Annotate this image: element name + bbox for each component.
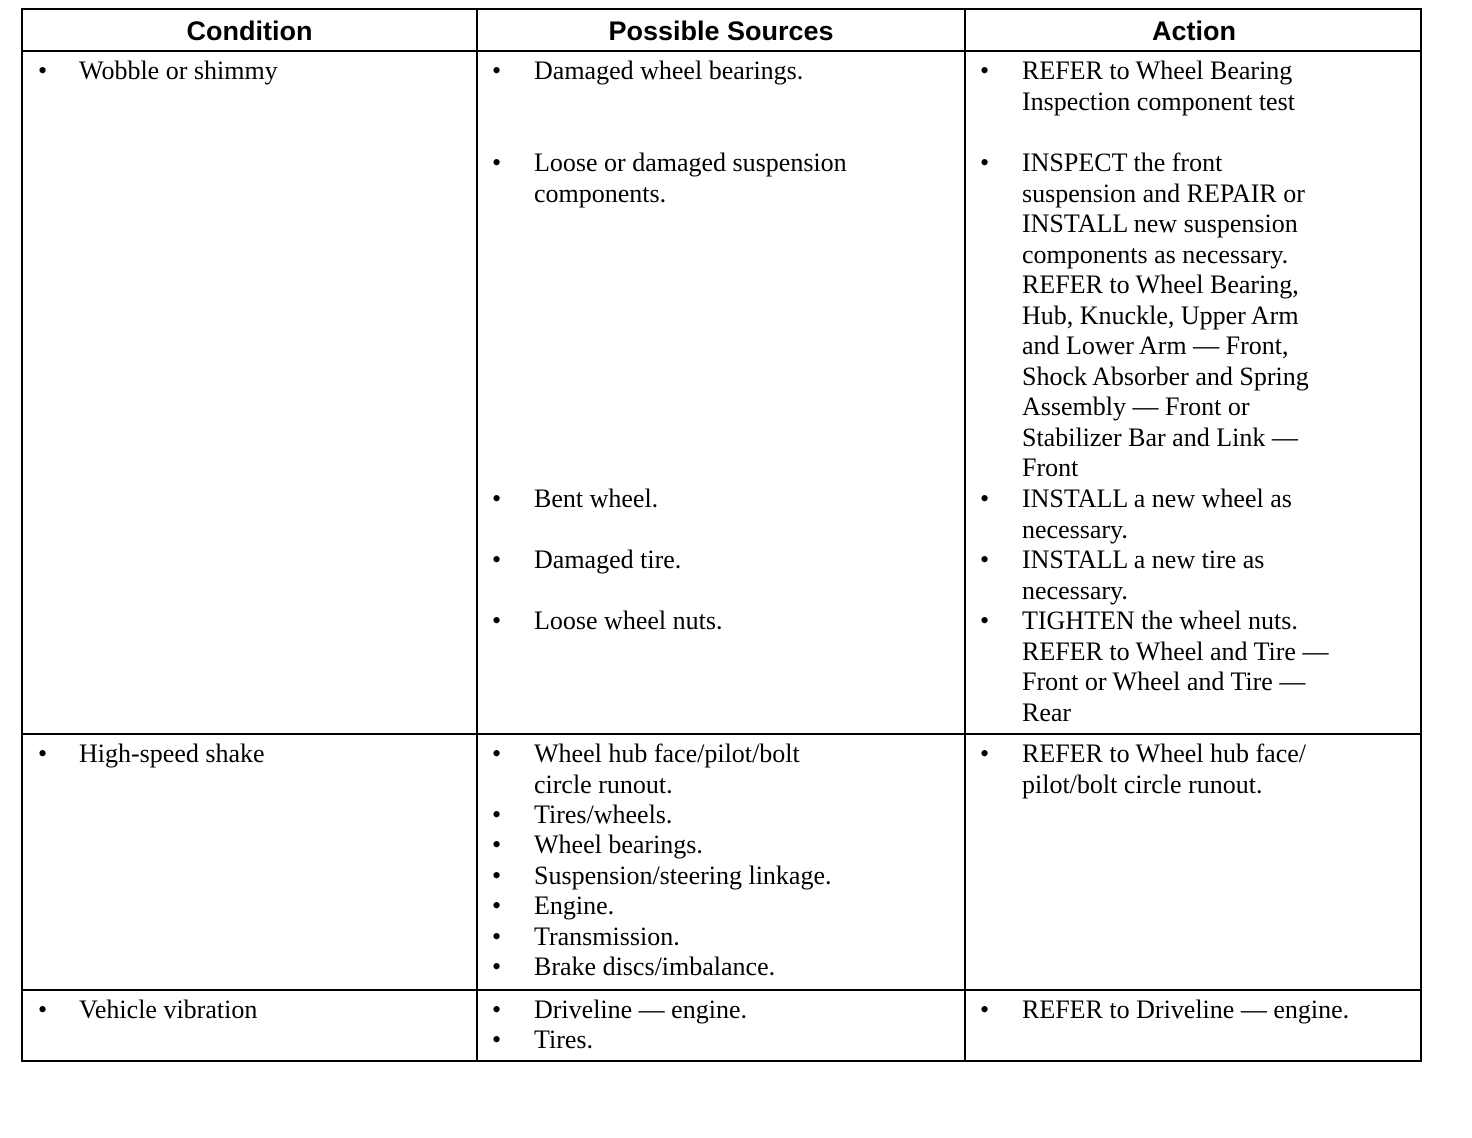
table-row: [23, 735, 1420, 989]
bullet-icon: •: [492, 739, 502, 768]
source-text: Bent wheel.: [534, 484, 659, 513]
bullet-icon: •: [492, 484, 502, 513]
source-text: Driveline — engine.: [534, 995, 747, 1024]
condition-text: Wobble or shimmy: [79, 56, 278, 85]
action-text: REFER to Driveline — engine.: [1022, 995, 1350, 1024]
source-text: Wheel hub face/pilot/bolt circle runout.: [534, 739, 800, 799]
source-text: Damaged tire.: [534, 545, 682, 574]
bullet-icon: •: [980, 606, 990, 635]
condition-text: Vehicle vibration: [79, 995, 258, 1024]
bullet-icon: •: [980, 148, 990, 177]
bullet-icon: •: [492, 606, 502, 635]
bullet-icon: •: [492, 891, 502, 920]
source-text: Transmission.: [534, 922, 680, 951]
source-text: Loose wheel nuts.: [534, 606, 723, 635]
bullet-icon: •: [492, 545, 502, 574]
bullet-icon: •: [492, 922, 502, 951]
bullet-icon: •: [492, 56, 502, 85]
source-text: Loose or damaged suspension components.: [534, 148, 847, 208]
bullet-icon: •: [492, 1025, 502, 1054]
bullet-icon: •: [492, 995, 502, 1024]
bullet-icon: •: [38, 995, 48, 1024]
action-text: INSTALL a new tire as necessary.: [1022, 545, 1265, 605]
condition-text: High-speed shake: [79, 739, 265, 768]
bullet-icon: •: [980, 995, 990, 1024]
bullet-icon: •: [38, 56, 48, 85]
bullet-icon: •: [492, 800, 502, 829]
source-text: Tires.: [534, 1025, 594, 1054]
header-possible-sources: Possible Sources: [608, 15, 834, 46]
bullet-icon: •: [492, 148, 502, 177]
bullet-icon: •: [492, 952, 502, 981]
diagnosis-table: [21, 8, 1422, 1062]
action-text: INSPECT the front suspension and REPAIR or INSTALL new suspension components as necessary. REFER to Wheel Bearing, Hub, Knuckle, Upper Arm and Lower Arm — Front, Shock Absorber and Spring Assembly — Front or Stabilizer Bar and Link — Front: [1022, 148, 1309, 482]
source-text: Tires/wheels.: [534, 800, 673, 829]
bullet-icon: •: [492, 830, 502, 859]
action-text: INSTALL a new wheel as necessary.: [1022, 484, 1292, 544]
table-row: [23, 991, 1420, 1060]
bullet-icon: •: [980, 739, 990, 768]
action-text: TIGHTEN the wheel nuts. REFER to Wheel and Tire — Front or Wheel and Tire — Rear: [1022, 606, 1329, 727]
table-row: [23, 52, 1420, 733]
header-action: Action: [1152, 15, 1236, 46]
bullet-icon: •: [38, 739, 48, 768]
header-condition: Condition: [186, 15, 313, 46]
bullet-icon: •: [980, 484, 990, 513]
source-text: Brake discs/imbalance.: [534, 952, 776, 981]
action-text: REFER to Wheel hub face/ pilot/bolt circle runout.: [1022, 739, 1307, 799]
bullet-icon: •: [980, 545, 990, 574]
source-text: Damaged wheel bearings.: [534, 56, 804, 85]
bullet-icon: •: [492, 861, 502, 890]
source-text: Wheel bearings.: [534, 830, 703, 859]
action-text: REFER to Wheel Bearing Inspection component test: [1022, 56, 1295, 116]
bullet-icon: •: [980, 56, 990, 85]
source-text: Engine.: [534, 891, 615, 920]
source-text: Suspension/steering linkage.: [534, 861, 832, 890]
